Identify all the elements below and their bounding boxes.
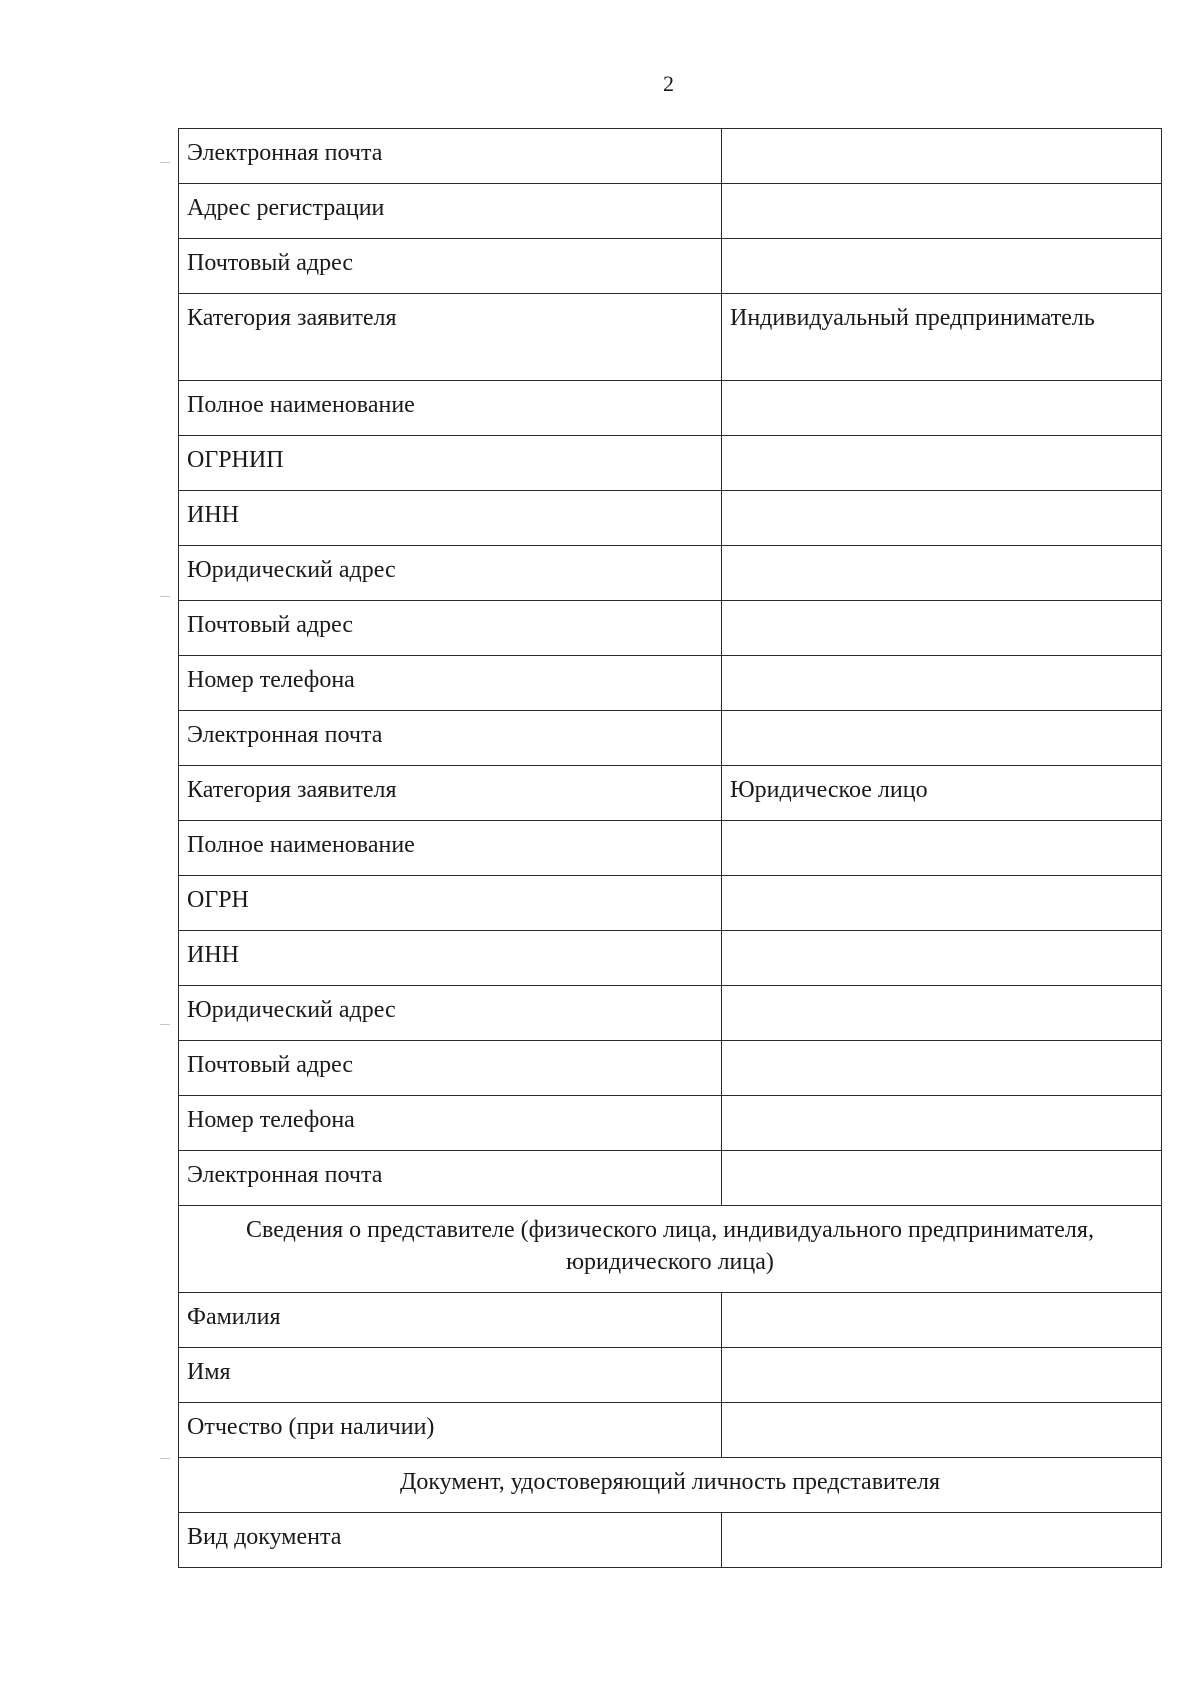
row-label: Категория заявителя: [179, 294, 722, 381]
applicant-form-table: [178, 128, 1162, 1568]
row-label: ИНН: [179, 931, 722, 986]
row-value: [722, 986, 1162, 1041]
row-label: Электронная почта: [179, 711, 722, 766]
form-row-patronymic: [179, 1403, 1162, 1458]
row-value: [722, 656, 1162, 711]
form-row-document-type: [179, 1513, 1162, 1568]
row-value: [722, 1293, 1162, 1348]
section-heading-identity-document: [179, 1458, 1162, 1513]
row-value: [722, 1403, 1162, 1458]
scan-artifact: [160, 596, 170, 597]
scan-artifact: [160, 1024, 170, 1025]
form-row-registration-address: [179, 184, 1162, 239]
form-row-postal-address-1: [179, 239, 1162, 294]
row-label: Номер телефона: [179, 656, 722, 711]
form-row-email-1: [179, 129, 1162, 184]
form-row-ogrn: [179, 876, 1162, 931]
form-row-email-legal: [179, 1151, 1162, 1206]
row-label: Юридический адрес: [179, 546, 722, 601]
form-row-full-name-legal: [179, 821, 1162, 876]
row-label: Фамилия: [179, 1293, 722, 1348]
row-label: Электронная почта: [179, 129, 722, 184]
row-label: ИНН: [179, 491, 722, 546]
form-row-phone-legal: [179, 1096, 1162, 1151]
form-row-first-name: [179, 1348, 1162, 1403]
row-label: Категория заявителя: [179, 766, 722, 821]
row-label: Почтовый адрес: [179, 601, 722, 656]
form-row-postal-address-legal: [179, 1041, 1162, 1096]
form-row-ogrnip: [179, 436, 1162, 491]
row-value: Юридическое лицо: [722, 766, 1162, 821]
form-row-inn-ip: [179, 491, 1162, 546]
scan-artifact: [160, 1458, 170, 1459]
row-label: Имя: [179, 1348, 722, 1403]
row-label: Электронная почта: [179, 1151, 722, 1206]
page-number: 2: [663, 71, 674, 96]
row-value: [722, 876, 1162, 931]
row-label: Вид документа: [179, 1513, 722, 1568]
row-label: Почтовый адрес: [179, 239, 722, 294]
form-row-surname: [179, 1293, 1162, 1348]
row-value: [722, 1041, 1162, 1096]
row-value: [722, 1348, 1162, 1403]
form-row-postal-address-ip: [179, 601, 1162, 656]
row-value: [722, 931, 1162, 986]
form-row-inn-legal: [179, 931, 1162, 986]
row-value: [722, 239, 1162, 294]
row-value: [722, 821, 1162, 876]
form-row-full-name-ip: [179, 381, 1162, 436]
row-label: ОГРН: [179, 876, 722, 931]
form-row-legal-address-ip: [179, 546, 1162, 601]
row-value: [722, 436, 1162, 491]
row-value: [722, 381, 1162, 436]
row-value: [722, 1151, 1162, 1206]
section-heading: Сведения о представителе (физического лица, индивидуального предпринимателя, юридического лица): [179, 1206, 1162, 1293]
row-value: [722, 1513, 1162, 1568]
row-value: [722, 129, 1162, 184]
row-label: Полное наименование: [179, 381, 722, 436]
section-heading-representative: [179, 1206, 1162, 1293]
form-row-email-ip: [179, 711, 1162, 766]
row-label: Полное наименование: [179, 821, 722, 876]
scan-artifact: [160, 162, 170, 163]
form-row-applicant-category-legal: [179, 766, 1162, 821]
row-label: Адрес регистрации: [179, 184, 722, 239]
row-label: Отчество (при наличии): [179, 1403, 722, 1458]
row-value: [722, 1096, 1162, 1151]
row-label: Почтовый адрес: [179, 1041, 722, 1096]
row-label: ОГРНИП: [179, 436, 722, 491]
row-label: Номер телефона: [179, 1096, 722, 1151]
form-row-phone-ip: [179, 656, 1162, 711]
row-value: [722, 546, 1162, 601]
row-value: [722, 491, 1162, 546]
row-value: [722, 601, 1162, 656]
row-value: Индивидуальный предприниматель: [722, 294, 1162, 381]
form-row-applicant-category-ip: [179, 294, 1162, 381]
row-value: [722, 711, 1162, 766]
form-row-legal-address-legal: [179, 986, 1162, 1041]
row-value: [722, 184, 1162, 239]
row-label: Юридический адрес: [179, 986, 722, 1041]
section-heading: Документ, удостоверяющий личность представителя: [179, 1458, 1162, 1513]
